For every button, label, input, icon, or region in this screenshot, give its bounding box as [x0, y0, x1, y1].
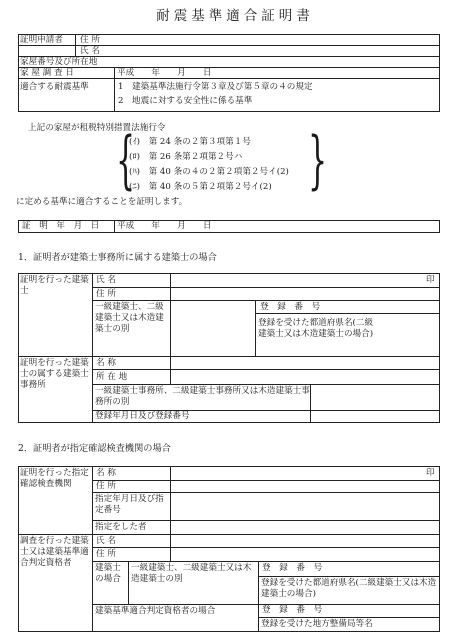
- judge-label: 建築基準適合判定資格者の場合: [95, 606, 216, 616]
- architect-address-label: 住 所: [96, 289, 116, 299]
- surveyor-class-type: 建築士の場合: [95, 563, 121, 584]
- survey-date-value: 平成 年 月 日: [117, 68, 212, 78]
- applicant-label: 証明申請者: [20, 35, 63, 45]
- statement-item: (ﾊ) 第 40 条の４の２第２項第２号イ(2): [129, 167, 289, 177]
- agency-name-label: 名 称: [96, 468, 116, 478]
- left-brace: {: [116, 124, 136, 199]
- architect-reg-number-label: 登 録 番 号: [260, 302, 321, 312]
- architect-seal: 印: [426, 275, 435, 285]
- page-title: 耐震基準適合証明書: [156, 8, 314, 24]
- statement-item: (ﾆ) 第 40 条の５第２項第２号イ(2): [129, 182, 272, 192]
- architect-reg-pref-label: 登録を受けた都道府県名(二級建築士又は木造建築士の場合): [258, 318, 374, 339]
- surveyor-label: 調査を行った建築士又は建築基準適合判定資格者: [20, 536, 89, 568]
- architect-class-label: 一級建築士、二級建築士又は木造建築士の別: [95, 302, 164, 334]
- agency-label: 証明を行った指定確認検査機関: [20, 468, 89, 489]
- office-class-label: 一級建築士事務所、二級建築士事務所又は木造建築士事務所の別: [95, 386, 310, 407]
- office-location-label: 所 在 地: [96, 372, 128, 382]
- cert-date-label: 証 明 年 月 日: [22, 221, 100, 231]
- office-name-label: 名 称: [96, 358, 116, 368]
- office-reg-label: 登録年月日及び登録番号: [95, 411, 190, 421]
- applicant-name-label: 氏 名: [80, 46, 100, 56]
- applicant-address-label: 住 所: [80, 35, 100, 45]
- agency-designation-label: 指定年月日及び指定番号: [95, 494, 164, 515]
- section1-heading: 1．証明者が建築士事務所に属する建築士の場合: [18, 252, 217, 263]
- standard-item-1: 1 建築基準法施行令第３章及び第５章の４の規定: [118, 82, 313, 92]
- surveyor-reg-number-label: 登 録 番 号: [262, 563, 323, 573]
- standard-item-2: 2 地震に対する安全性に係る基準: [118, 96, 253, 106]
- house-number-label: 家屋番号及び所在地: [20, 57, 98, 67]
- cert-date-value: 平成 年 月 日: [117, 221, 212, 231]
- standard-label: 適合する耐震基準: [20, 82, 89, 92]
- agency-address-label: 住 所: [96, 481, 116, 491]
- judge-bureau-label: 登録を受けた地方整備局等名: [261, 619, 373, 629]
- survey-date-label: 家 屋 調 査 日: [20, 68, 74, 78]
- agency-seal: 印: [426, 468, 435, 478]
- judge-reg-number-label: 登 録 番 号: [262, 605, 323, 615]
- surveyor-reg-pref-label: 登録を受けた都道府県名(二級建築士又は木造建築士の場合): [261, 578, 437, 599]
- agency-designator-label: 指定をした者: [95, 522, 147, 532]
- statement-item: (ﾛ) 第 26 条第２項第２号ハ: [129, 152, 243, 162]
- architect-label: 証明を行った建築士: [20, 275, 89, 296]
- right-brace: }: [308, 124, 328, 199]
- section2-heading: 2．証明者が指定確認検査機関の場合: [18, 443, 171, 454]
- statement-intro: 上記の家屋が租税特別措置法施行令: [28, 123, 166, 133]
- surveyor-class-label: 一級建築士、二級建築士又は木造建築士の別: [131, 563, 252, 584]
- office-label: 証明を行った建築士の属する建築士事務所: [20, 358, 89, 390]
- surveyor-address-label: 住 所: [96, 549, 116, 559]
- architect-name-label: 氏 名: [96, 275, 116, 285]
- statement-conclusion: に定める基準に適合することを証明します。: [16, 197, 188, 207]
- surveyor-name-label: 氏 名: [96, 536, 116, 546]
- statement-item: (ｲ) 第 24 条の２第３項第１号: [129, 137, 251, 147]
